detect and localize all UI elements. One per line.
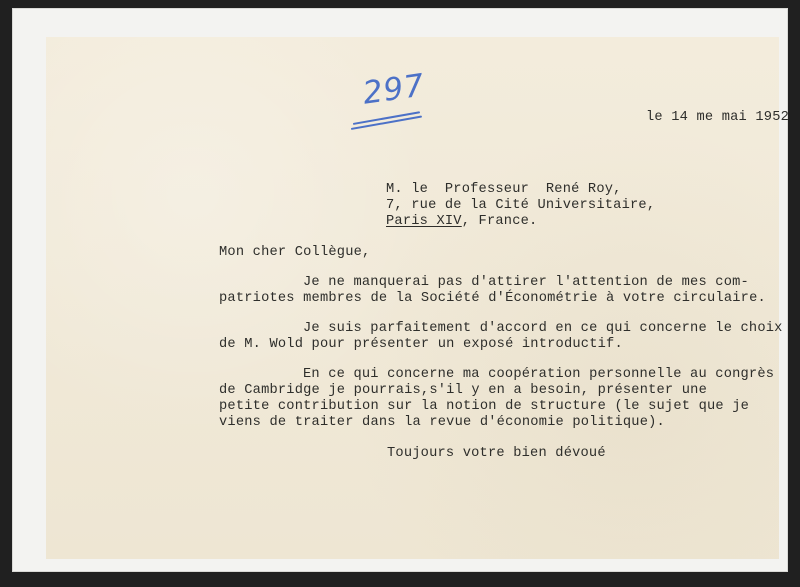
handwritten-annotation	[351, 67, 428, 141]
annotation-number: 297	[360, 67, 428, 112]
page-mount	[12, 8, 788, 572]
paragraph-2-line-2: de M. Wold pour présenter un exposé introductif.	[219, 337, 623, 352]
closing: Toujours votre bien dévoué	[387, 446, 606, 461]
paragraph-1-line-2: patriotes membres de la Société d'Économétrie à votre circulaire.	[219, 291, 766, 306]
paragraph-3-line-4: viens de traiter dans la revue d'économie politique).	[219, 415, 665, 430]
recipient-country: , France.	[461, 214, 538, 229]
letter-paper	[46, 37, 790, 559]
paragraph-3-line-1: En ce qui concerne ma coopération personnelle au congrès	[303, 367, 775, 382]
letter-date: le 14 me mai 1952	[646, 110, 790, 125]
recipient-line-3	[386, 214, 537, 230]
paragraph-3-line-2: de Cambridge je pourrais,s'il y en a besoin, présenter une	[219, 383, 708, 398]
recipient-line-2: 7, rue de la Cité Universitaire,	[386, 198, 656, 213]
paragraph-3-line-3: petite contribution sur la notion de structure (le sujet que je	[219, 399, 750, 414]
paragraph-1-line-1: Je ne manquerai pas d'attirer l'attention de mes com-	[303, 275, 749, 290]
recipient-line-1: M. le Professeur René Roy,	[386, 182, 622, 197]
greeting: Mon cher Collègue,	[219, 245, 371, 260]
recipient-city: Paris XIV	[386, 214, 462, 229]
paragraph-2-line-1: Je suis parfaitement d'accord en ce qui concerne le choix	[303, 321, 783, 336]
